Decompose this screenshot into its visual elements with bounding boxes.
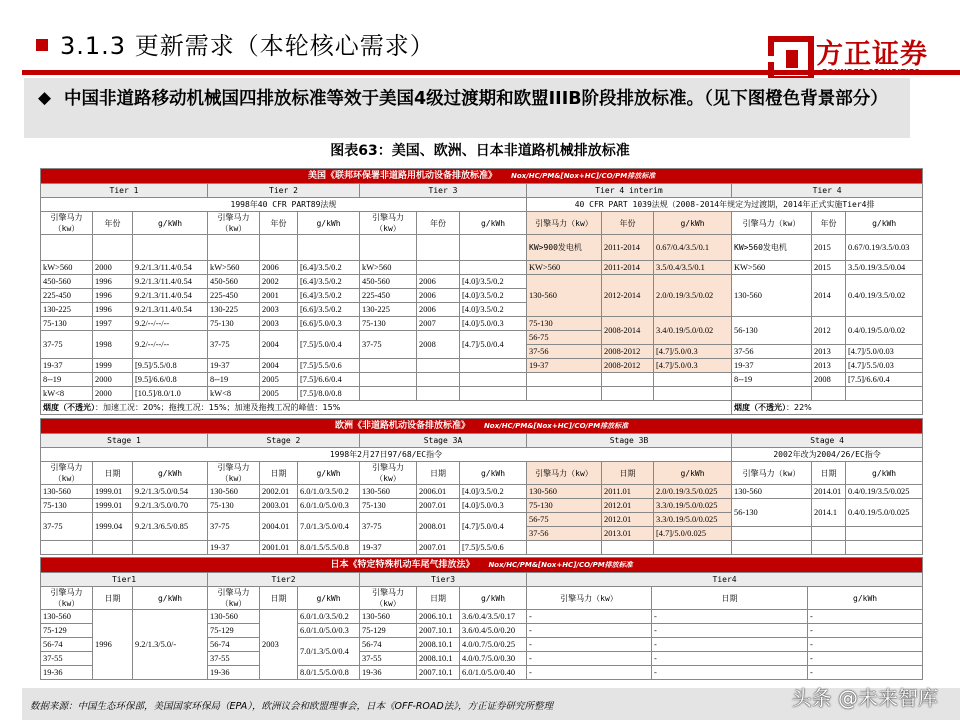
table-row: 37-56 2008-2012 [4.7]/5.0/0.3 37-56 2013 [4.7]/5.0/0.03 [41, 345, 923, 359]
section-title: 3.1.3 更新需求（本轮核心需求） [36, 26, 435, 61]
japan-tier-row: Tier1 Tier2 Tier3 Tier4 [41, 573, 923, 587]
japan-band: 日本《特定特殊机动车尾气排放法》 Nox/HC/PM&[Nox+HC]/CO/PM排放标准 [41, 558, 923, 573]
table-row: 130-225 1996 9.2/1.3/11.4/0.54 130-225 2003 [6.6]/3.5/0.2 130-225 2006 [4.0]/3.5/0.2 [41, 303, 923, 317]
table-row: 37-56 2013.01 [4.7]/5.0/0.025 [41, 527, 923, 541]
red-square-icon [36, 39, 48, 51]
key-point-text: 中国非道路移动机械国四排放标准等效于美国4级过渡期和欧盟IIIB阶段排放标准。（见下图橙色背景部分） [64, 89, 888, 109]
us-standards-table [40, 168, 923, 415]
table-row: 75-129 75-129 6.0/1.0/5.0/0.3 75-129 2007.10.1 3.6/0.4/5.0/0.20 - - - [41, 624, 923, 638]
eu-stage-row: Stage 1 Stage 2 Stage 3A Stage 3B Stage 4 [41, 434, 923, 448]
us-band: 美国《联邦环保署非道路用机动设备排放标准》 Nox/HC/PM&[Nox+HC]/CO/PM排放标准 [41, 169, 923, 184]
table-row: 19-37 2001.01 8.0/1.5/5.5/0.8 19-37 2007.01 [7.5]/5.5/0.6 [41, 541, 923, 555]
table-row: kW<8 2000 [10.5]/8.0/1.0 kW<8 2005 [7.5]/8.0/0.8 [41, 387, 923, 401]
table-row: 450-560 1996 9.2/1.3/11.4/0.54 450-560 2002 [6.4]/3.5/0.2 450-560 2006 [4.0]/3.5/0.2 130-560 2012-2014 2.0/0.19/3.5/0.02 130-560 2014 0.4/0.19/3.5/0.02 [41, 275, 923, 289]
watermark: 头条 @未来智库 [791, 686, 938, 710]
table-row: KW>900发电机 2011-2014 0.67/0.4/3.5/0.1 KW>560发电机 2015 0.67/0.19/3.5/0.03 [41, 235, 923, 261]
us-tier-row: Tier 1 Tier 2 Tier 3 Tier 4 interim Tier 4 [41, 184, 923, 198]
table-row: 130-560 1996 9.2/1.3/5.0/- 130-560 2003 6.0/1.0/3.5/0.2 130-560 2006.10.1 3.6/0.4/3.5/0.17 - - - [41, 610, 923, 624]
table-row: 19-36 19-36 8.0/1.5/5.0/0.8 19-36 2007.10.1 6.0/1.0/5.0/0.40 - - - [41, 666, 923, 680]
figure-title: 图表63：美国、欧洲、日本非道路机械排放标准 [330, 143, 630, 159]
us-smoke-note-row: 烟度（不透光）：加速工况：20%；拖拽工况：15%；加速及拖拽工况的峰值：15% 烟度（不透光）：22% [41, 401, 923, 415]
table-row: 19-37 1999 [9.5]/5.5/0.8 19-37 2004 [7.5]/5.5/0.6 19-37 2008-2012 [4.7]/5.0/0.3 19-37 2013 [4.7]/5.5/0.03 [41, 359, 923, 373]
table-row: 75-130 1997 9.2/--/--/-- 75-130 2003 [6.6]/5.0/0.3 75-130 2007 [4.0]/5.0/0.3 75-130 2008-2014 3.4/0.19/5.0/0.02 56-130 2012 0.4/0.19/5.0/0.02 [41, 317, 923, 331]
source-text: 数据来源：中国生态环保部，美国国家环保局（EPA），欧洲议会和欧盟理事会，日本《OFF-ROAD法》，方正证券研究所整理 [30, 701, 553, 712]
us-law-row: 1998年40 CFR PART89法规 40 CFR PART 1039法规（2008-2014年规定为过渡期，2014年正式实施Tier4排 [41, 198, 923, 212]
table-row: 75-130 1999.01 9.2/1.3/5.0/0.70 75-130 2003.01 6.0/1.0/5.0/0.3 75-130 2007.01 [4.0]/5.0/0.3 75-130 2012.01 3.3/0.19/5.0/0.025 56-130 2014.1 0.4/0.19/5.0/0.025 [41, 499, 923, 513]
table-row: 130-560 1999.01 9.2/1.3/5.0/0.54 130-560 2002.01 6.0/1.0/3.5/0.2 130-560 2006.01 [4.0]/3.5/0.2 130-560 2011.01 2.0/0.19/3.5/0.025 130-560 2014.01 0.4/0.19/3.5/0.025 [41, 485, 923, 499]
eu-column-header: 引擎马力（kw） 日期 g/kWh 引擎马力（kw） 日期 g/kWh 引擎马力（kw） 日期 g/kWh 引擎马力（kw） 日期 g/kWh 引擎马力（kw） 日期 g/kWh [41, 462, 923, 485]
header-divider [22, 70, 960, 75]
eu-directive-row: 1998年2月27日97/68/EC指令 2002年改为2004/26/EC指令 [41, 448, 923, 462]
eu-standards-table [40, 418, 923, 555]
table-row: 56-74 56-74 7.0/1.3/5.0/0.4 56-74 2008.10.1 4.0/0.7/5.0/0.25 - - - [41, 638, 923, 652]
japan-standards-table [40, 557, 923, 680]
table-row: 37-75 1999.04 9.2/1.3/6.5/0.85 37-75 2004.01 7.0/1.3/5.0/0.4 37-75 2008.01 [4.7]/5.0/0.4 56-75 2012.01 3.3/0.19/5.0/0.025 [41, 513, 923, 527]
key-point-box [24, 78, 910, 138]
us-column-header: 引擎马力（kw） 年份 g/kWh 引擎马力（kw） 年份 g/kWh 引擎马力（kw） 年份 g/kWh 引擎马力（kw） 年份 g/kWh 引擎马力（kw） 年份 g/kWh [41, 212, 923, 235]
diamond-bullet-icon: ◆ [38, 88, 52, 108]
table-row: 225-450 1996 9.2/1.3/11.4/0.54 225-450 2001 [6.4]/3.5/0.2 225-450 2006 [4.0]/3.5/0.2 [41, 289, 923, 303]
table-row: kW>560 2000 9.2/1.3/11.4/0.54 kW>560 2006 [6.4]/3.5/0.2 kW>560 KW>560 2011-2014 3.5/0.4/3.5/0.1 KW>560 2015 3.5/0.19/3.5/0.04 [41, 261, 923, 275]
table-row: 37-75 1998 9.2/--/--/-- 37-75 2004 [7.5]/5.0/0.4 37-75 2008 [4.7]/5.0/0.4 56-75 [41, 331, 923, 345]
japan-column-header: 引擎马力（kw） 日期 g/kWh 引擎马力（kw） 日期 g/kWh 引擎马力（kw） 日期 g/kWh 引擎马力（kw） 日期 g/kWh [41, 587, 923, 610]
founder-logo-mark-icon [768, 36, 814, 82]
header [0, 0, 960, 84]
table-row: 8--19 2000 [9.5]/6.6/0.8 8--19 2005 [7.5]/6.6/0.4 8--19 2008 [7.5]/6.6/0.4 [41, 373, 923, 387]
eu-band: 欧洲《非道路机动设备排放标准》 Nox/HC/PM&[Nox+HC]/CO/PM排放标准 [41, 419, 923, 434]
table-row: 37-55 37-55 37-55 2008.10.1 4.0/0.7/5.0/0.30 - - - [41, 652, 923, 666]
logo-chinese-name: 方正证券 [816, 39, 928, 70]
